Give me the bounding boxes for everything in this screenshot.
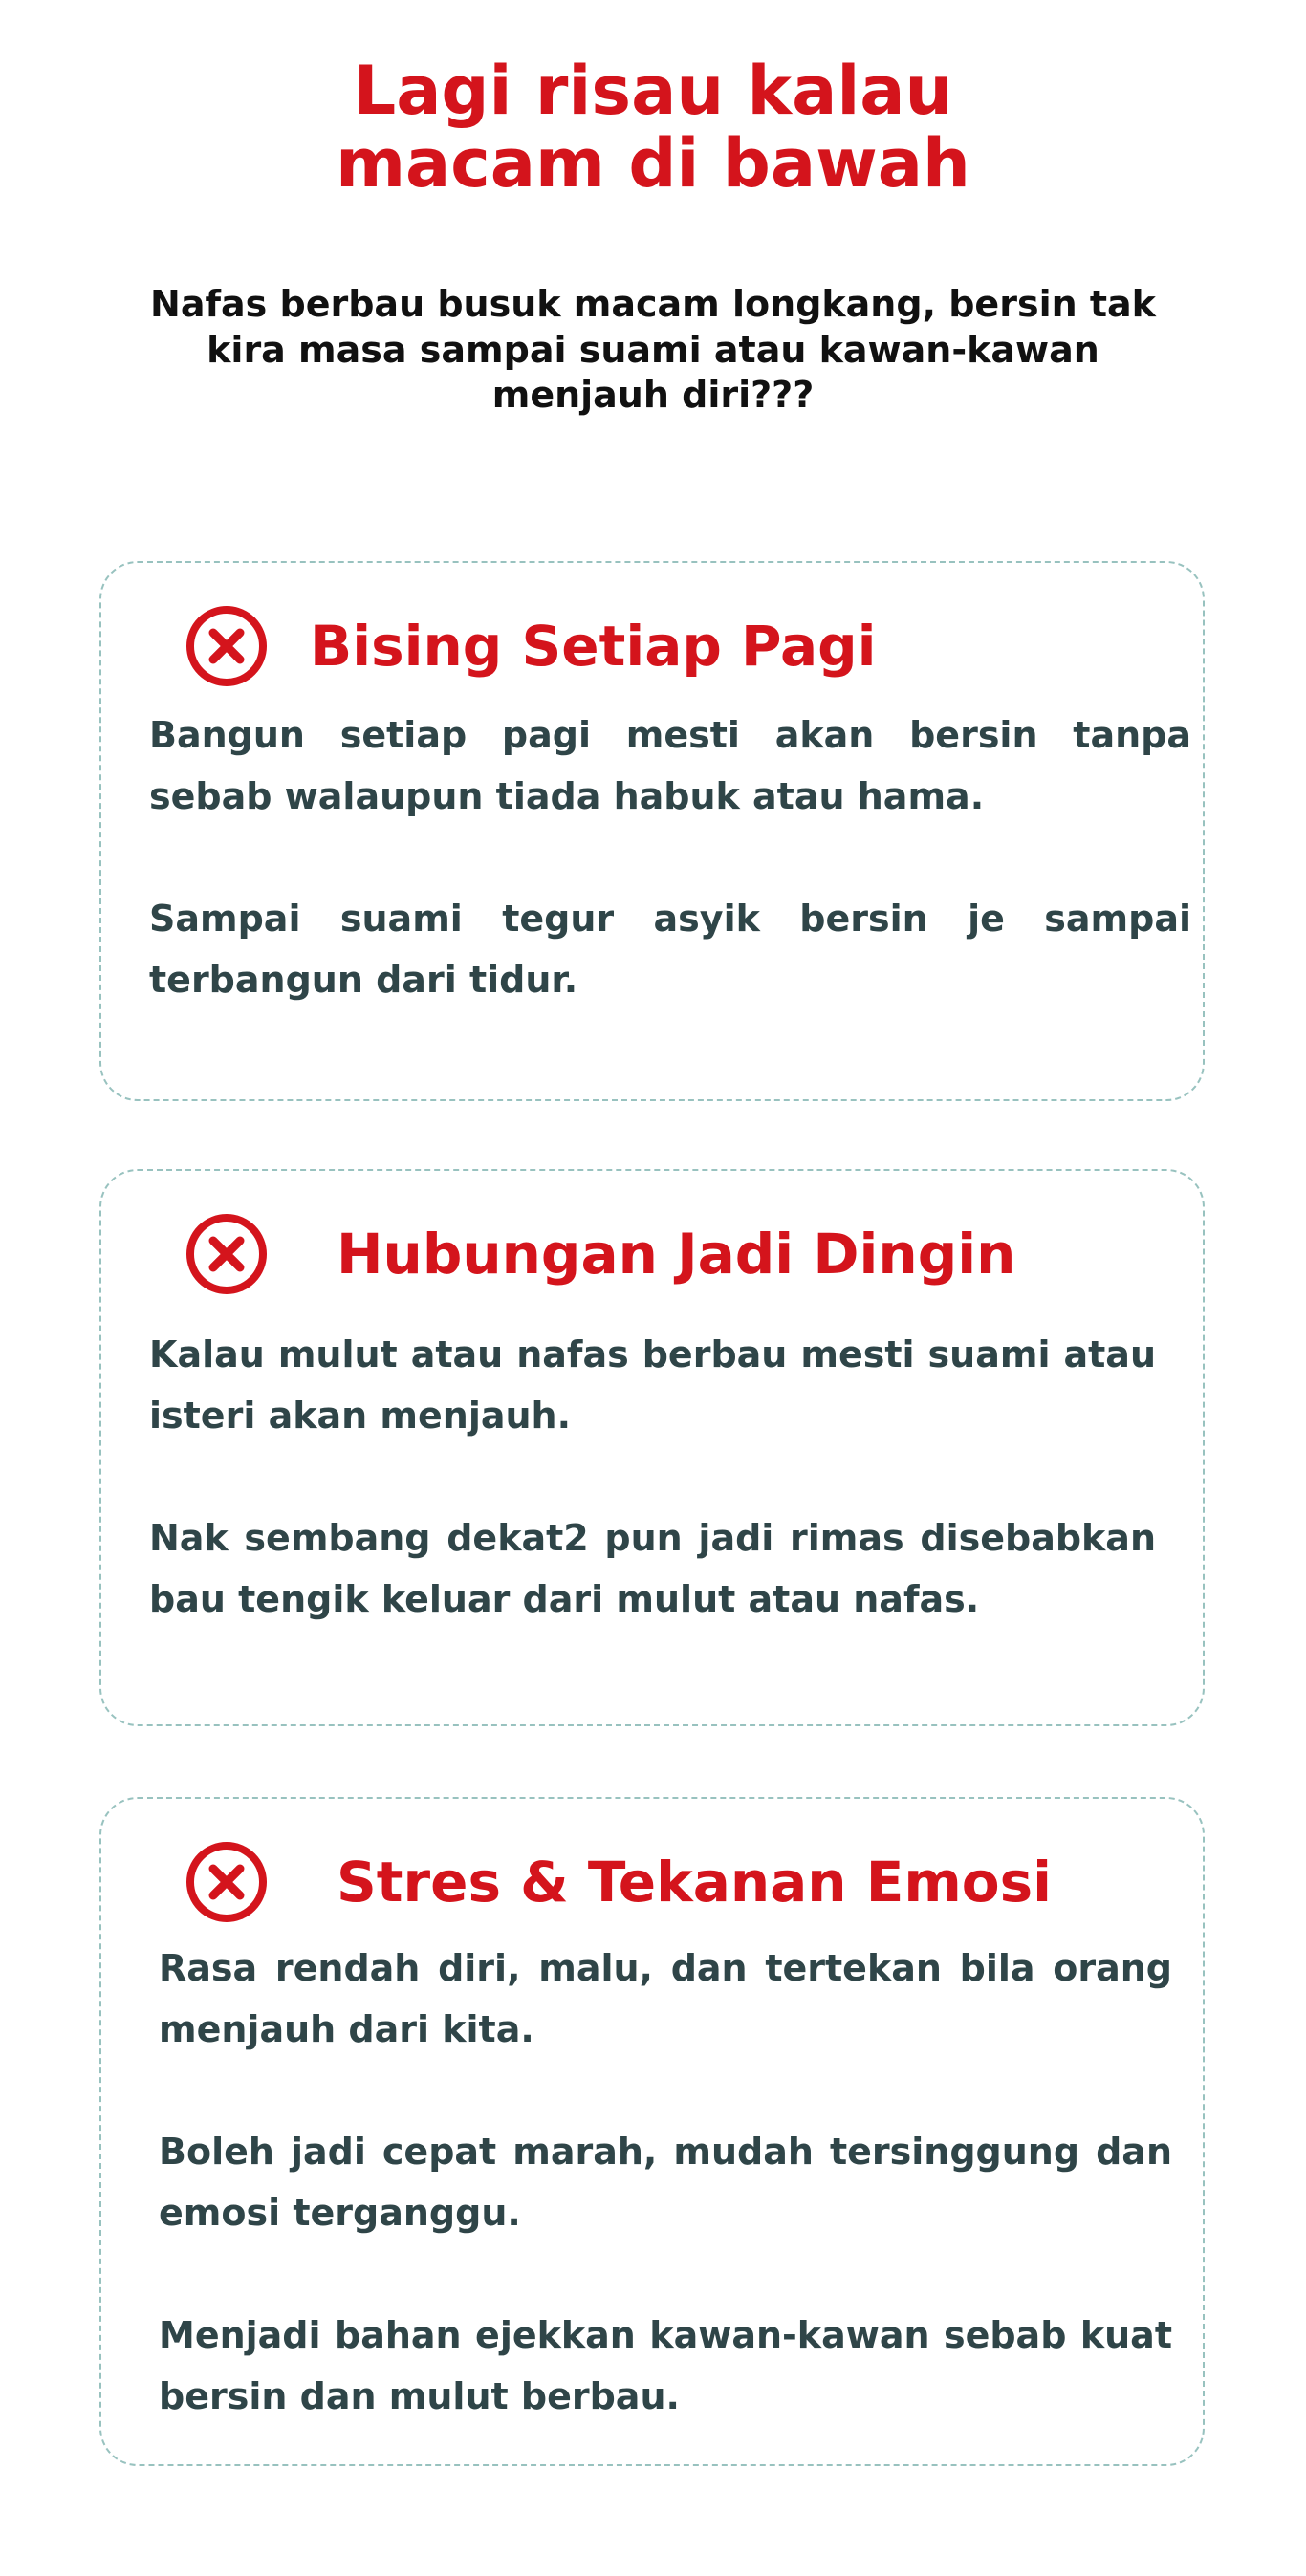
card-paragraph: Boleh jadi cepat marah, mudah tersinggung dan emosi terganggu. [159, 2131, 1172, 2234]
x-circle-icon [184, 1211, 270, 1297]
page-subtitle: Nafas berbau busuk macam longkang, bersin tak kira masa sampai suami atau kawan-kawan menjauh diri??? [150, 283, 1156, 416]
card-body [149, 1324, 1156, 1630]
x-circle-icon [184, 1839, 270, 1925]
card-title: Stres & Tekanan Emosi [337, 1850, 1053, 1915]
problem-card-morning-sneezing [99, 561, 1205, 1101]
card-header [184, 1839, 1052, 1925]
card-header [184, 1211, 1015, 1297]
card-body [149, 704, 1191, 1010]
problem-card-cold-relationship [99, 1169, 1205, 1726]
page-title [0, 52, 1306, 203]
x-circle-icon [184, 603, 270, 689]
card-paragraph: Rasa rendah diri, malu, dan tertekan bila orang menjauh dari kita. [159, 1947, 1172, 2050]
page-title-line-1: Lagi risau kalau [353, 52, 953, 130]
card-header [184, 603, 877, 689]
card-title: Bising Setiap Pagi [310, 614, 877, 679]
card-paragraph: Sampai suami tegur asyik bersin je sampai terbangun dari tidur. [149, 898, 1191, 1001]
card-paragraph: Kalau mulut atau nafas berbau mesti suami atau isteri akan menjauh. [149, 1333, 1156, 1437]
card-paragraph: Bangun setiap pagi mesti akan bersin tanpa sebab walaupun tiada habuk atau hama. [149, 714, 1191, 817]
problem-card-stress-emotion [99, 1797, 1205, 2466]
card-body [159, 1937, 1172, 2427]
card-paragraph: Nak sembang dekat2 pun jadi rimas disebabkan bau tengik keluar dari mulut atau nafas. [149, 1517, 1156, 1620]
card-paragraph: Menjadi bahan ejekkan kawan-kawan sebab kuat bersin dan mulut berbau. [159, 2314, 1172, 2417]
card-title: Hubungan Jadi Dingin [337, 1222, 1016, 1287]
page-title-line-2: macam di bawah [336, 123, 970, 203]
